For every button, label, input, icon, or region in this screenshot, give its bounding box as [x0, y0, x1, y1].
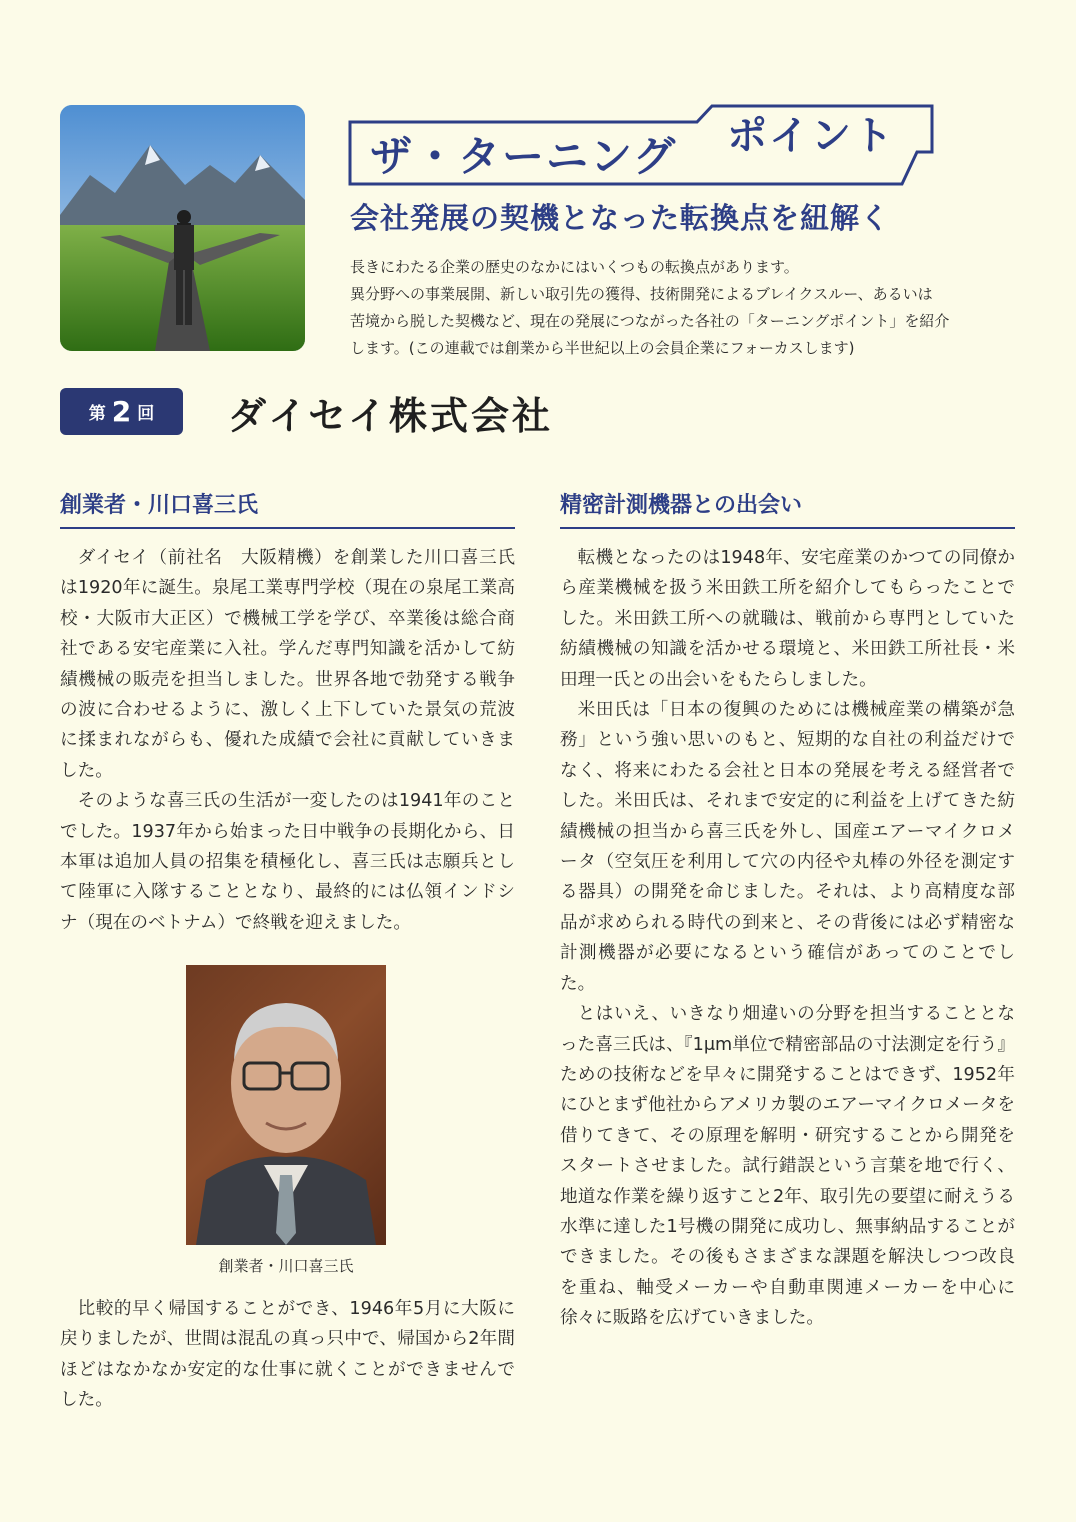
episode-prefix: 第	[88, 404, 106, 424]
intro-line: します。(この連載では創業から半世紀以上の会員企業にフォーカスします)	[350, 339, 855, 357]
body-paragraph: 比較的早く帰国することができ、1946年5月に大阪に戻りましたが、世間は混乱の真っ只中で、帰国から2年間ほどはなかなか安定的な仕事に就くことができませんでした。	[60, 1299, 515, 1411]
founder-portrait	[186, 965, 386, 1245]
episode-number: 2	[111, 395, 132, 428]
intro-line: 苦境から脱した契機など、現在の発展につながった各社の「ターニングポイント」を紹介	[350, 312, 950, 330]
right-column	[560, 488, 1015, 1334]
body-paragraph: ダイセイ（前社名 大阪精機）を創業した川口喜三氏は1920年に誕生。泉尾工業専門学校（現在の泉尾工業高校・大阪市大正区）で機械工学を学び、卒業後は総合商社である安宅産業に入社。学んだ専門知識を活かして紡績機械の販売を担当しました。世界各地で勃発する戦争の波に合わせるように、激しく上下していた景気の荒波に揉まれながらも、優れた成績で会社に貢献していきました。	[60, 548, 515, 781]
section-heading: 精密計測機器との出会い	[560, 488, 1015, 529]
title-sub: ポイント	[727, 113, 895, 159]
intro-line: 異分野への事業展開、新しい取引先の獲得、技術開発によるブレイクスルー、あるいは	[350, 285, 933, 303]
body-paragraph: 米田氏は「日本の復興のためには機械産業の構築が急務」という強い思いのもと、短期的な自社の利益だけでなく、将来にわたる会社と日本の発展を考える経営者でした。米田氏は、それまで安定的に利益を上げてきた紡績機械の担当から喜三氏を外し、国産エアーマイクロメータ（空気圧を利用して穴の内径や丸棒の外径を測定する器具）の開発を命じました。それは、より高精度な部品が求められる時代の到来と、その背後には必ず精密な計測機器が必要になるという確信があってのことでした。	[560, 700, 1015, 994]
body-paragraph: とはいえ、いきなり畑違いの分野を担当することとなった喜三氏は、『1μm単位で精密部品の寸法測定を行う』ための技術などを早々に開発することはできず、1952年にひとまず他社からアメリカ製のエアーマイクロメータを借りてきて、その原理を解明・研究することから開発をスタートさせました。試行錯誤という言葉を地で行く、地道な作業を繰り返すこと2年、取引先の要望に耐えうる水準に達した1号機の開発に成功し、無事納品することができました。その後もさまざまな課題を解決しつつ改良を重ね、軸受メーカーや自動車関連メーカーを中心に徐々に販路を広げていきました。	[560, 1004, 1015, 1329]
photo-caption: 創業者・川口喜三氏	[218, 1257, 354, 1275]
tagline: 会社発展の契機となった転換点を紐解く	[350, 201, 891, 235]
crossroads-illustration	[60, 105, 305, 351]
portrait-illustration	[186, 965, 386, 1245]
title-box	[342, 104, 940, 196]
body-paragraph: そのような喜三氏の生活が一変したのは1941年のことでした。1937年から始まった日中戦争の長期化から、日本軍は追加人員の招集を積極化し、喜三氏は志願兵として陸軍に入隊することとなり、最終的には仏領インドシナ（現在のベトナム）で終戦を迎えました。	[60, 791, 515, 933]
title-main: ザ・ターニング	[370, 132, 678, 181]
founder-photo-block	[186, 965, 386, 1276]
hero-photo	[60, 105, 305, 351]
intro-line: 長きにわたる企業の歴史のなかにはいくつもの転換点があります。	[350, 258, 799, 276]
left-column-continued	[60, 1294, 515, 1416]
episode-suffix: 回	[137, 404, 155, 424]
body-paragraph: 転機となったのは1948年、安宅産業のかつての同僚から産業機械を扱う米田鉄工所を紹介してもらったことでした。米田鉄工所への就職は、戦前から専門としていた紡績機械の知識を活かせる環境と、米田鉄工所社長・米田理一氏との出会いをもたらしました。	[560, 548, 1015, 690]
left-column	[60, 488, 515, 938]
episode-badge	[60, 388, 183, 435]
intro-text	[350, 254, 960, 362]
section-heading: 創業者・川口喜三氏	[60, 488, 515, 529]
company-name: ダイセイ株式会社	[228, 394, 553, 438]
